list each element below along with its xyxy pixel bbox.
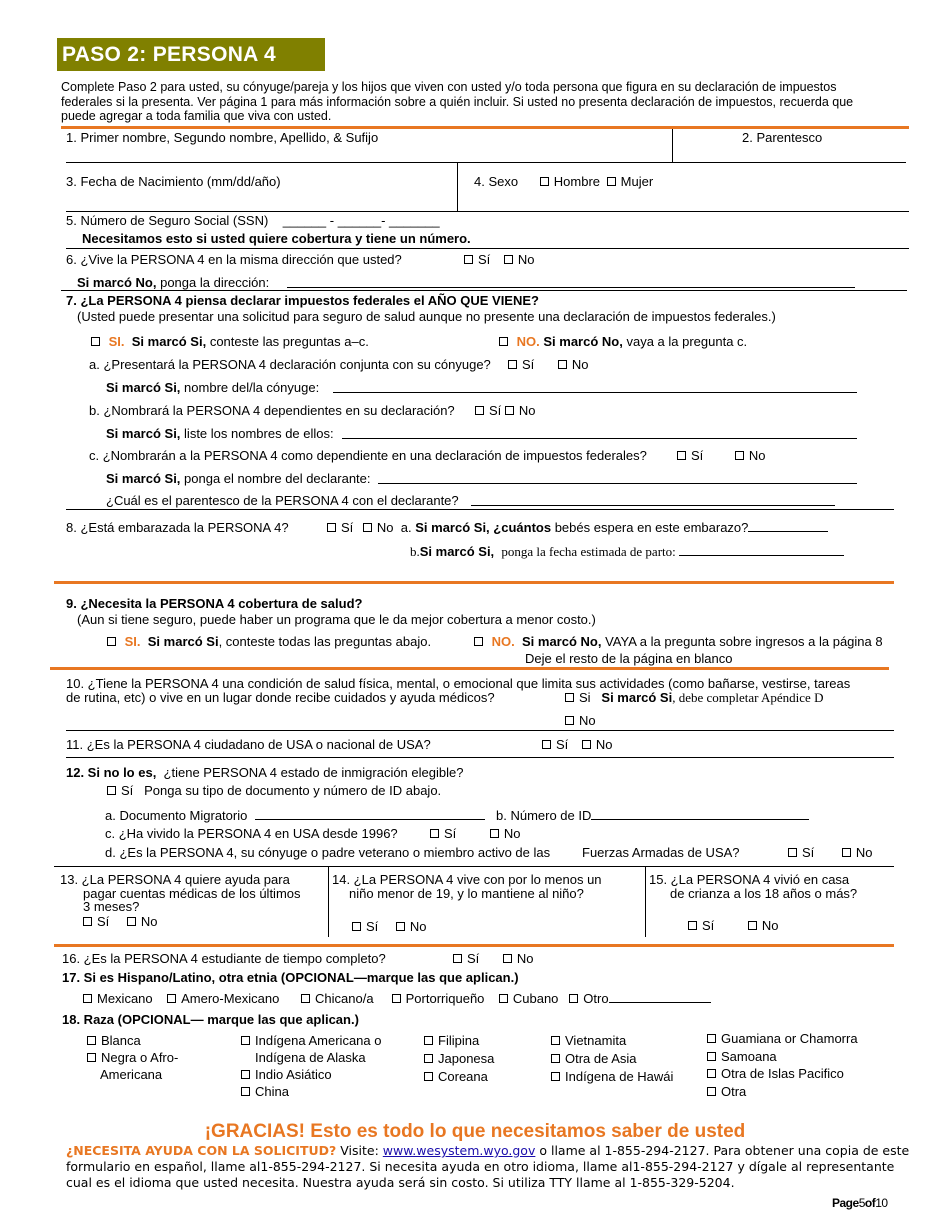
q7a-followup	[106, 380, 319, 396]
q7c-filer-label: ponga el nombre del declarante:	[184, 471, 371, 486]
divider-vertical	[328, 867, 329, 937]
q8a-bold: Si marcó Si, ¿cuántos	[415, 520, 552, 535]
q9-no-option	[474, 634, 883, 650]
divider-orange	[54, 944, 894, 947]
q12c-yes-checkbox[interactable]	[430, 829, 439, 838]
race-negra-label: Negra o Afro-	[101, 1050, 179, 1065]
q16-options	[453, 951, 534, 967]
page-total: 10	[875, 1196, 888, 1210]
due-date-input[interactable]	[679, 544, 844, 556]
divider	[66, 211, 909, 212]
q8a-prefix: a.	[400, 520, 412, 535]
q7c-label: c. ¿Nombrarán a la PERSONA 4 como dependiente en una declaración de impuestos federales?	[89, 448, 647, 463]
q9-si-checkbox[interactable]	[107, 637, 116, 646]
q7a-yes-label: Sí	[522, 357, 535, 372]
q12c-label: c. ¿Ha vivido la PERSONA 4 en USA desde 1996?	[105, 826, 398, 841]
race-col2	[241, 1032, 381, 1100]
race-otra-checkbox[interactable]	[707, 1087, 716, 1096]
ethnicity-mexicano-label: Mexicano	[97, 991, 153, 1006]
q9-no-text: VAYA a la pregunta sobre ingresos a la página 8	[605, 634, 883, 649]
q12d-label2: Fuerzas Armadas de USA?	[582, 845, 740, 860]
checkbox-male[interactable]	[540, 177, 549, 186]
q7c-no-checkbox[interactable]	[735, 451, 744, 460]
q12c-yes-label: Sí	[444, 826, 457, 841]
q4-label: 4. Sexo	[474, 174, 519, 189]
q7-si-checkbox[interactable]	[91, 337, 100, 346]
q13	[60, 873, 301, 914]
filer-relationship-input[interactable]	[471, 505, 835, 506]
id-number-input[interactable]	[591, 808, 809, 820]
q15	[649, 873, 857, 900]
help-website-link[interactable]: www.wesystem.wyo.gov	[382, 1143, 536, 1158]
q13-options	[83, 914, 158, 930]
q7-si-text: conteste las preguntas a–c.	[209, 334, 369, 349]
q10-yes-label: Si	[579, 690, 591, 705]
q11-no-label: No	[595, 737, 613, 752]
q9-no-bold: Si marcó No,	[521, 634, 602, 649]
race-coreana-checkbox[interactable]	[424, 1072, 433, 1081]
filer-name-input[interactable]	[378, 483, 857, 484]
race-indigena-americana-checkbox[interactable]	[241, 1036, 250, 1045]
race-filipina-checkbox[interactable]	[424, 1036, 433, 1045]
q7b-no-checkbox[interactable]	[505, 406, 514, 415]
race-col5	[707, 1030, 858, 1100]
q5-label: 5. Número de Seguro Social (SSN)	[66, 213, 269, 228]
divider	[66, 757, 894, 758]
q15-no-checkbox[interactable]	[748, 921, 757, 930]
q6-label: 6. ¿Vive la PERSONA 4 en la misma dirección que usted?	[66, 252, 402, 267]
q14-options	[352, 919, 427, 935]
q12a	[105, 808, 485, 824]
q7-no-option	[499, 334, 747, 350]
race-otra-asia-checkbox[interactable]	[551, 1054, 560, 1063]
name-input[interactable]	[66, 145, 666, 161]
q8-yes-label: Sí	[341, 520, 354, 535]
q9-si-text: , conteste todas las preguntas abajo.	[218, 634, 432, 649]
race-indio-asiatico-label: Indio Asiático	[255, 1067, 332, 1082]
q9-no-tag: NO.	[491, 634, 515, 649]
race-china-label: China	[255, 1084, 289, 1099]
q7b-options	[475, 403, 536, 419]
race-guamiana-checkbox[interactable]	[707, 1034, 716, 1043]
race-negra-label-2: Americana	[100, 1067, 163, 1082]
relationship-input[interactable]	[678, 145, 903, 161]
race-negra-checkbox[interactable]	[87, 1053, 96, 1062]
race-indio-asiatico-checkbox[interactable]	[241, 1070, 250, 1079]
q7b-followup	[106, 426, 334, 442]
q12b	[496, 808, 809, 824]
q6-followup	[77, 275, 269, 291]
race-samoana-checkbox[interactable]	[707, 1052, 716, 1061]
q14-line1: 14. ¿La PERSONA 4 vive con por lo menos un	[332, 872, 602, 887]
q14	[332, 873, 602, 900]
q12c-no-label: No	[503, 826, 521, 841]
divider-orange	[50, 667, 889, 670]
race-vietnamita-checkbox[interactable]	[551, 1036, 560, 1045]
divider-vertical	[457, 162, 458, 212]
help-text	[66, 1143, 916, 1191]
ethnicity-chicano-label: Chicano/a	[315, 991, 374, 1006]
q6-options	[464, 252, 535, 268]
q9-si-option	[107, 634, 431, 650]
race-japonesa-checkbox[interactable]	[424, 1054, 433, 1063]
q12d-options	[788, 845, 873, 861]
q12c-no-checkbox[interactable]	[490, 829, 499, 838]
q7-si-option	[91, 334, 369, 350]
race-otra-asia-label: Otra de Asia	[565, 1051, 637, 1066]
immigration-doc-input[interactable]	[255, 808, 485, 820]
race-otra-label: Otra	[721, 1083, 747, 1099]
q12-yes-option	[107, 783, 441, 799]
dependents-input[interactable]	[342, 438, 857, 439]
q12d-no-label: No	[855, 845, 873, 860]
race-otra-islas-label: Otra de Islas Pacifico	[721, 1066, 844, 1081]
spouse-name-input[interactable]	[333, 392, 857, 393]
q7c-yes-label: Sí	[691, 448, 704, 463]
q11-yes-label: Sí	[556, 737, 569, 752]
q5-ssn	[66, 213, 440, 229]
q8-no-label: No	[376, 520, 394, 535]
q16-yes-checkbox[interactable]	[453, 954, 462, 963]
race-guamiana-label: Guamiana or Chamorra	[721, 1031, 858, 1046]
q7c-followup	[106, 471, 371, 487]
page-current: 5	[858, 1196, 865, 1210]
q15-no-label: No	[761, 918, 779, 933]
race-col4	[551, 1032, 673, 1086]
race-vietnamita-label: Vietnamita	[565, 1033, 627, 1048]
q12-label	[66, 765, 463, 781]
q7b-if-yes: Si marcó Si,	[106, 426, 181, 441]
q13-line1: 13. ¿La PERSONA 4 quiere ayuda para	[60, 872, 290, 887]
option-female: Mujer	[620, 174, 654, 189]
q12d-label: d. ¿Es la PERSONA 4, su cónyuge o padre veterano o miembro activo de las	[105, 845, 551, 860]
q6-if-no: Si marcó No,	[77, 275, 157, 290]
q16-no-checkbox[interactable]	[503, 954, 512, 963]
race-japonesa-label: Japonesa	[438, 1051, 495, 1066]
q12-text: ¿tiene PERSONA 4 estado de inmigración elegible?	[163, 765, 464, 780]
q6-no-label: No	[517, 252, 535, 267]
q9-si-bold: Si marcó Si	[147, 634, 219, 649]
section-title: PASO 2: PERSONA 4	[57, 38, 325, 71]
q8-no-checkbox[interactable]	[363, 523, 372, 532]
q12d-no-checkbox[interactable]	[842, 848, 851, 857]
q11-label: 11. ¿Es la PERSONA 4 ciudadano de USA o nacional de USA?	[66, 737, 431, 752]
q8b-bold: Si marcó Si,	[419, 544, 495, 559]
ethnicity-cubano-checkbox[interactable]	[499, 994, 508, 1003]
race-china-checkbox[interactable]	[241, 1087, 250, 1096]
q15-line1: 15. ¿La PERSONA 4 vivió en casa	[649, 872, 850, 887]
q15-yes-checkbox[interactable]	[688, 921, 697, 930]
race-indigena-americana-label: Indígena Americana o	[255, 1033, 382, 1048]
divider	[61, 290, 907, 291]
q14-no-label: No	[409, 919, 427, 934]
q15-line2: de crianza a los 18 años o más?	[670, 885, 858, 901]
help-body: o llame al 1-855-294-2127. Para obtener una copia de este formulario en español, llame al1-855-294-2127. Si necesita ayuda en otro idioma, llame al1-855-294-2127 y dígale al representante cual es el idioma que usted necesita. Nuestra ayuda será sin costo. Si utiliza TTY llame al 1-855-329-5204.	[66, 1143, 910, 1190]
q17-options	[83, 991, 711, 1007]
q10-no-checkbox[interactable]	[565, 716, 574, 725]
q8-label: 8. ¿Está embarazada la PERSONA 4?	[66, 520, 289, 535]
q12a-label: a. Documento Migratorio	[105, 808, 248, 823]
q9-si-tag: SI.	[124, 634, 141, 649]
help-visit: Visite:	[340, 1143, 379, 1158]
q7-no-checkbox[interactable]	[499, 337, 508, 346]
ethnicity-amero-mexicano-label: Amero-Mexicano	[181, 991, 280, 1006]
q7a-spouse-label: nombre del/la cónyuge:	[184, 380, 320, 395]
page-word: Page	[832, 1196, 859, 1210]
q17-label: 17. Si es Hispano/Latino, otra etnia (OPCIONAL—marque las que aplican.)	[62, 970, 519, 985]
ethnicity-other-input[interactable]	[609, 991, 711, 1003]
divider-orange	[61, 126, 909, 129]
q7a-options	[508, 357, 589, 373]
ethnicity-mexicano-checkbox[interactable]	[83, 994, 92, 1003]
q8b-prefix: b.	[410, 544, 420, 559]
q7-label: 7. ¿La PERSONA 4 piensa declarar impuestos federales el AÑO QUE VIENE?	[66, 293, 539, 308]
q7c-no-label: No	[748, 448, 766, 463]
q7a-no-checkbox[interactable]	[558, 360, 567, 369]
divider	[66, 509, 894, 510]
q18-label: 18. Raza (OPCIONAL— marque las que aplican.)	[62, 1012, 359, 1027]
q13-no-label: No	[140, 914, 158, 929]
q6-address-label: ponga la dirección:	[160, 275, 270, 290]
divider	[66, 162, 906, 163]
q7b-dependents-label: liste los nombres de ellos:	[184, 426, 334, 441]
q12d-yes-label: Sí	[802, 845, 815, 860]
q7b-yes-label: Sí	[489, 403, 502, 418]
q11-no-checkbox[interactable]	[582, 740, 591, 749]
q12-yes-text: Ponga su tipo de documento y número de ID abajo.	[144, 783, 442, 798]
q14-no-checkbox[interactable]	[396, 922, 405, 931]
race-coreana-label: Coreana	[438, 1069, 488, 1084]
ethnicity-portorriqueno-checkbox[interactable]	[392, 994, 401, 1003]
q6-yes-label: Sí	[478, 252, 491, 267]
q7b-label: b. ¿Nombrará la PERSONA 4 dependientes en su declaración?	[89, 403, 455, 418]
q10-yes-option	[565, 690, 823, 706]
q2-label: 2. Parentesco	[742, 130, 823, 145]
thanks-heading: ¡GRACIAS! Esto es todo lo que necesitamos saber de usted	[204, 1121, 746, 1142]
q10-yes-checkbox[interactable]	[565, 693, 574, 702]
q9-no-checkbox[interactable]	[474, 637, 483, 646]
q16-no-label: No	[516, 951, 534, 966]
q7c-options	[677, 448, 766, 464]
ethnicity-otro-label: Otro	[583, 991, 609, 1006]
page-of: of	[864, 1196, 876, 1210]
q13-no-checkbox[interactable]	[127, 917, 136, 926]
q7b-no-label: No	[518, 403, 536, 418]
q13-yes-checkbox[interactable]	[83, 917, 92, 926]
q13-line2: pagar cuentas médicas de los últimos	[83, 885, 301, 901]
q9-note: (Aun si tiene seguro, puede haber un programa que le da mejor cobertura a menor costo.)	[77, 612, 596, 627]
q7c-if-yes: Si marcó Si,	[106, 471, 181, 486]
q7c-relationship: ¿Cuál es el parentesco de la PERSONA 4 con el declarante?	[106, 493, 459, 508]
q9-no-text2: Deje el resto de la página en blanco	[525, 651, 733, 666]
q6-yes-checkbox[interactable]	[464, 255, 473, 264]
divider	[66, 248, 909, 249]
q15-yes-label: Sí	[702, 918, 715, 933]
address-input[interactable]	[287, 287, 855, 288]
ethnicity-chicano-checkbox[interactable]	[301, 994, 310, 1003]
q8-yes-checkbox[interactable]	[327, 523, 336, 532]
q5-note: Necesitamos esto si usted quiere cobertura y tiene un número.	[82, 231, 471, 246]
q7-no-text: vaya a la pregunta c.	[626, 334, 748, 349]
q7-si-bold: Si marcó Si,	[131, 334, 207, 349]
ethnicity-otro-checkbox[interactable]	[569, 994, 578, 1003]
q16-yes-label: Sí	[467, 951, 480, 966]
race-indigena-hawai-label: Indígena de Hawái	[565, 1069, 674, 1084]
divider-vertical	[672, 129, 673, 162]
divider-orange	[54, 581, 894, 584]
race-blanca-checkbox[interactable]	[87, 1036, 96, 1045]
q8b	[410, 544, 844, 560]
race-indigena-alaska-label: Indígena de Alaska	[255, 1050, 366, 1065]
q9-label: 9. ¿Necesita la PERSONA 4 cobertura de salud?	[66, 596, 363, 611]
divider	[54, 866, 894, 867]
race-col1	[87, 1032, 178, 1083]
divider-vertical	[645, 867, 646, 937]
q7a-yes-checkbox[interactable]	[508, 360, 517, 369]
q15-options	[688, 918, 779, 934]
q13-line3: 3 meses?	[83, 899, 140, 914]
q10-no-option	[565, 713, 596, 729]
q7-no-bold: Si marcó No,	[543, 334, 623, 349]
q12-yes-checkbox[interactable]	[107, 786, 116, 795]
q10-yes-bold: Si marcó Si	[601, 690, 673, 705]
q8a-text: bebés espera en este embarazo?	[554, 520, 749, 535]
q12b-label: b. Número de ID	[496, 808, 592, 823]
option-male: Hombre	[553, 174, 601, 189]
q3-label: 3. Fecha de Nacimiento (mm/dd/año)	[66, 174, 281, 189]
q7-note: (Usted puede presentar una solicitud para seguro de salud aunque no presente una declaración de impuestos federales.)	[77, 309, 776, 324]
q4-sex	[474, 174, 653, 190]
q7a-if-yes: Si marcó Si,	[106, 380, 181, 395]
page-number	[832, 1196, 888, 1210]
q14-yes-checkbox[interactable]	[352, 922, 361, 931]
babies-count-input[interactable]	[748, 520, 828, 532]
q11-options	[542, 737, 613, 753]
q7c-yes-checkbox[interactable]	[677, 451, 686, 460]
race-otra-islas-checkbox[interactable]	[707, 1069, 716, 1078]
q14-line2: niño menor de 19, y lo mantiene al niño?	[349, 885, 584, 901]
q12d-yes-checkbox[interactable]	[788, 848, 797, 857]
q13-yes-label: Sí	[97, 914, 110, 929]
ethnicity-portorriqueno-label: Portorriqueño	[405, 991, 485, 1006]
q11-yes-checkbox[interactable]	[542, 740, 551, 749]
ethnicity-cubano-label: Cubano	[512, 991, 559, 1006]
race-filipina-label: Filipina	[438, 1033, 480, 1048]
race-samoana-label: Samoana	[721, 1048, 777, 1064]
q10-yes-text: , debe completar Apéndice D	[672, 690, 824, 705]
race-indigena-hawai-checkbox[interactable]	[551, 1072, 560, 1081]
q10-no-label: No	[579, 713, 596, 728]
ssn-input[interactable]: ______ - ______- _______	[282, 213, 440, 228]
help-question: ¿NECESITA AYUDA CON LA SOLICITUD?	[66, 1143, 337, 1158]
checkbox-female[interactable]	[607, 177, 616, 186]
q7-si-tag: SI.	[108, 334, 125, 349]
q6-no-checkbox[interactable]	[504, 255, 513, 264]
ethnicity-amero-mexicano-checkbox[interactable]	[167, 994, 176, 1003]
q12c-options	[430, 826, 521, 842]
q1-label: 1. Primer nombre, Segundo nombre, Apellido, & Sufijo	[66, 130, 379, 145]
race-col3	[424, 1032, 494, 1086]
q8-options	[327, 520, 828, 536]
q7-no-tag: NO.	[516, 334, 540, 349]
q7b-yes-checkbox[interactable]	[475, 406, 484, 415]
q7a-no-label: No	[571, 357, 589, 372]
race-blanca-label: Blanca	[101, 1033, 141, 1048]
q8b-text: ponga la fecha estimada de parto:	[501, 544, 676, 559]
q7a-label: a. ¿Presentará la PERSONA 4 declaración conjunta con su cónyuge?	[89, 357, 491, 372]
q10-line1: 10. ¿Tiene la PERSONA 4 una condición de salud física, mental, o emocional que limita sus actividades (como bañarse, vestirse, tareas	[66, 676, 851, 691]
q10-line2: de rutina, etc) o vive en un lugar donde recibe cuidados y ayuda médicos?	[66, 690, 495, 705]
q16-label: 16. ¿Es la PERSONA 4 estudiante de tiempo completo?	[62, 951, 386, 966]
q12-yes-label: Sí	[121, 783, 134, 798]
q12-bold: 12. Si no lo es,	[66, 765, 157, 780]
intro-text: Complete Paso 2 para usted, su cónyuge/pareja y los hijos que viven con usted y/o toda persona que figura en su declaración de impuestos federales si la presenta. Ver página 1 para más información sobre a quién incluir. Si usted no presenta declaración de impuestos, recuerda que puede agregar a toda familia que viva con usted.	[61, 80, 854, 123]
divider	[66, 730, 894, 731]
q14-yes-label: Sí	[366, 919, 379, 934]
